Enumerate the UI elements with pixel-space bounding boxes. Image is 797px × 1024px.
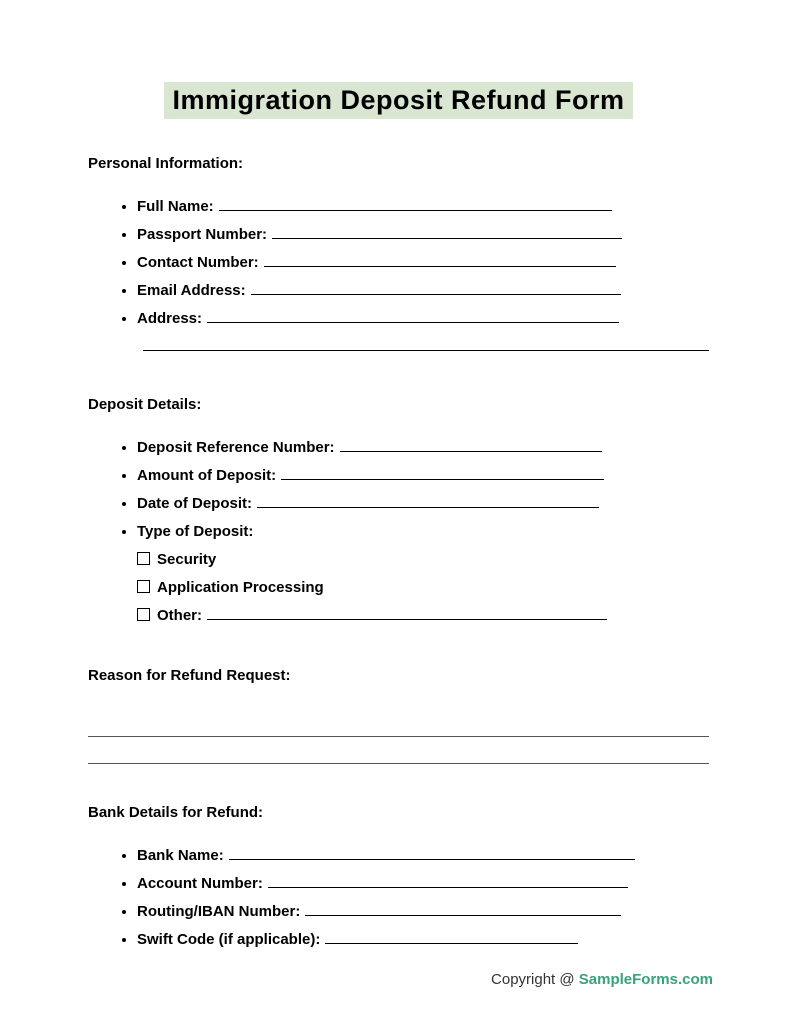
form-title: Immigration Deposit Refund Form — [164, 82, 632, 119]
list-item-swift-code — [137, 931, 709, 949]
full-name-label: Full Name: — [137, 198, 214, 215]
list-item-deposit-reference-number — [137, 439, 709, 457]
routing-iban-number-blank-line — [305, 903, 621, 916]
section-heading-bank-details: Bank Details for Refund: — [88, 804, 264, 821]
address-blank-line — [207, 310, 619, 323]
page-footer — [491, 971, 713, 988]
swift-code-blank-line — [325, 931, 578, 944]
passport-number-blank-line — [272, 226, 622, 239]
contact-number-label: Contact Number: — [137, 254, 259, 271]
document-content — [88, 155, 709, 949]
swift-code-label: Swift Code (if applicable): — [137, 931, 321, 948]
account-number-label: Account Number: — [137, 875, 263, 892]
checkbox-row-security — [137, 551, 709, 569]
address-blank-line-2 — [143, 338, 709, 351]
security-checkbox-icon — [137, 552, 150, 565]
deposit-reference-number-blank-line — [340, 439, 602, 452]
reason-blank-line-2 — [88, 763, 709, 764]
other-blank-line — [207, 607, 607, 620]
list-item-address — [137, 310, 709, 328]
list-item-contact-number — [137, 254, 709, 272]
list-item-email-address — [137, 282, 709, 300]
deposit-details-list — [88, 439, 709, 541]
bank-details-list — [88, 847, 709, 949]
list-item-bank-name — [137, 847, 709, 865]
checkbox-row-other — [137, 607, 709, 625]
list-item-account-number — [137, 875, 709, 893]
list-item-date-of-deposit — [137, 495, 709, 513]
type-of-deposit-label: Type of Deposit: — [137, 523, 254, 540]
checkbox-row-application-processing — [137, 579, 709, 597]
routing-iban-number-label: Routing/IBAN Number: — [137, 903, 301, 920]
address-label: Address: — [137, 310, 203, 327]
list-item-routing-iban-number — [137, 903, 709, 921]
section-heading-deposit-details: Deposit Details: — [88, 396, 202, 413]
amount-of-deposit-blank-line — [281, 467, 604, 480]
date-of-deposit-blank-line — [257, 495, 599, 508]
email-address-blank-line — [251, 282, 621, 295]
email-address-label: Email Address: — [137, 282, 246, 299]
bank-name-blank-line — [229, 847, 635, 860]
contact-number-blank-line — [264, 254, 616, 267]
list-item-type-of-deposit — [137, 523, 709, 541]
other-checkbox-icon — [137, 608, 150, 621]
amount-of-deposit-label: Amount of Deposit: — [137, 467, 277, 484]
application-processing-checkbox-icon — [137, 580, 150, 593]
account-number-blank-line — [268, 875, 628, 888]
application-processing-checkbox-label: Application Processing — [157, 579, 324, 596]
section-heading-reason-for-refund: Reason for Refund Request: — [88, 667, 291, 684]
date-of-deposit-label: Date of Deposit: — [137, 495, 253, 512]
personal-information-list — [88, 198, 709, 328]
list-item-amount-of-deposit — [137, 467, 709, 485]
copyright-text: Copyright @ — [491, 971, 579, 988]
deposit-reference-number-label: Deposit Reference Number: — [137, 439, 335, 456]
security-checkbox-label: Security — [157, 551, 217, 568]
passport-number-label: Passport Number: — [137, 226, 268, 243]
address-continuation-row — [143, 338, 709, 356]
title-row — [0, 0, 797, 119]
list-item-full-name — [137, 198, 709, 216]
bank-name-label: Bank Name: — [137, 847, 224, 864]
section-heading-personal-information: Personal Information: — [88, 155, 244, 172]
sampleforms-link[interactable]: SampleForms.com — [578, 971, 713, 988]
list-item-passport-number — [137, 226, 709, 244]
other-checkbox-label: Other: — [157, 607, 202, 624]
full-name-blank-line — [219, 198, 612, 211]
reason-blank-line-1 — [88, 736, 709, 737]
deposit-type-checkbox-group — [137, 551, 709, 625]
